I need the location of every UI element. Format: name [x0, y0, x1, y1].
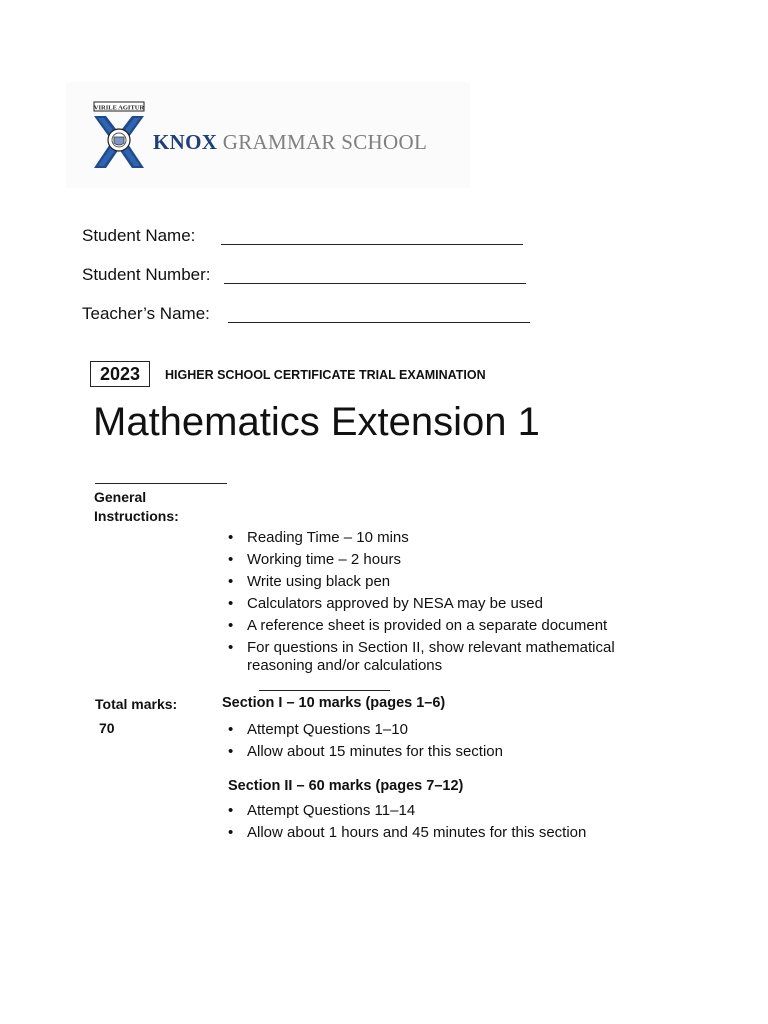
section-1-list [228, 719, 647, 763]
list-item: • A reference sheet is provided on a separate document [228, 615, 647, 637]
crest-motto-text: VIRILE AGITUR [93, 104, 145, 112]
teacher-name-row [82, 304, 210, 324]
list-item: • Attempt Questions 11–14 [228, 800, 647, 822]
divider-rule [95, 483, 227, 484]
section-2-heading: Section II – 60 marks (pages 7–12) [228, 778, 464, 794]
student-number-label: Student Number: [82, 265, 211, 284]
list-item: • Reading Time – 10 mins [228, 527, 647, 549]
school-name [153, 130, 427, 155]
school-crest-logo [90, 100, 148, 174]
list-item: • Allow about 1 hours and 45 minutes for this section [228, 822, 647, 844]
student-number-row [82, 265, 211, 285]
student-name-field[interactable] [221, 244, 523, 245]
section-1-heading: Section I – 10 marks (pages 1–6) [222, 695, 446, 711]
total-marks-value: 70 [99, 720, 115, 736]
list-item: • For questions in Section II, show relevant mathematical reasoning and/or calculations [228, 639, 647, 675]
teacher-name-field[interactable] [228, 322, 530, 323]
student-name-row [82, 226, 195, 246]
student-number-field[interactable] [224, 283, 526, 284]
list-item: • Allow about 15 minutes for this section [228, 741, 647, 763]
subject-title: Mathematics Extension 1 [93, 400, 540, 444]
exam-year-box: 2023 [90, 361, 150, 387]
exam-type: HIGHER SCHOOL CERTIFICATE TRIAL EXAMINATION [165, 368, 486, 382]
student-name-label: Student Name: [82, 226, 196, 245]
list-item: • Attempt Questions 1–10 [228, 719, 647, 741]
general-instructions-label: General Instructions: [94, 489, 179, 524]
list-item: • Working time – 2 hours [228, 549, 647, 571]
divider-rule [259, 690, 390, 691]
section-2-list [228, 800, 647, 844]
school-name-bold: KNOX [153, 130, 218, 154]
list-item: • Calculators approved by NESA may be used [228, 593, 647, 615]
total-marks-label: Total marks: [95, 696, 178, 712]
school-name-rest: GRAMMAR SCHOOL [222, 130, 428, 154]
general-instructions-list [228, 527, 647, 675]
teacher-name-label: Teacher’s Name: [82, 304, 210, 323]
list-item: • Write using black pen [228, 571, 647, 593]
